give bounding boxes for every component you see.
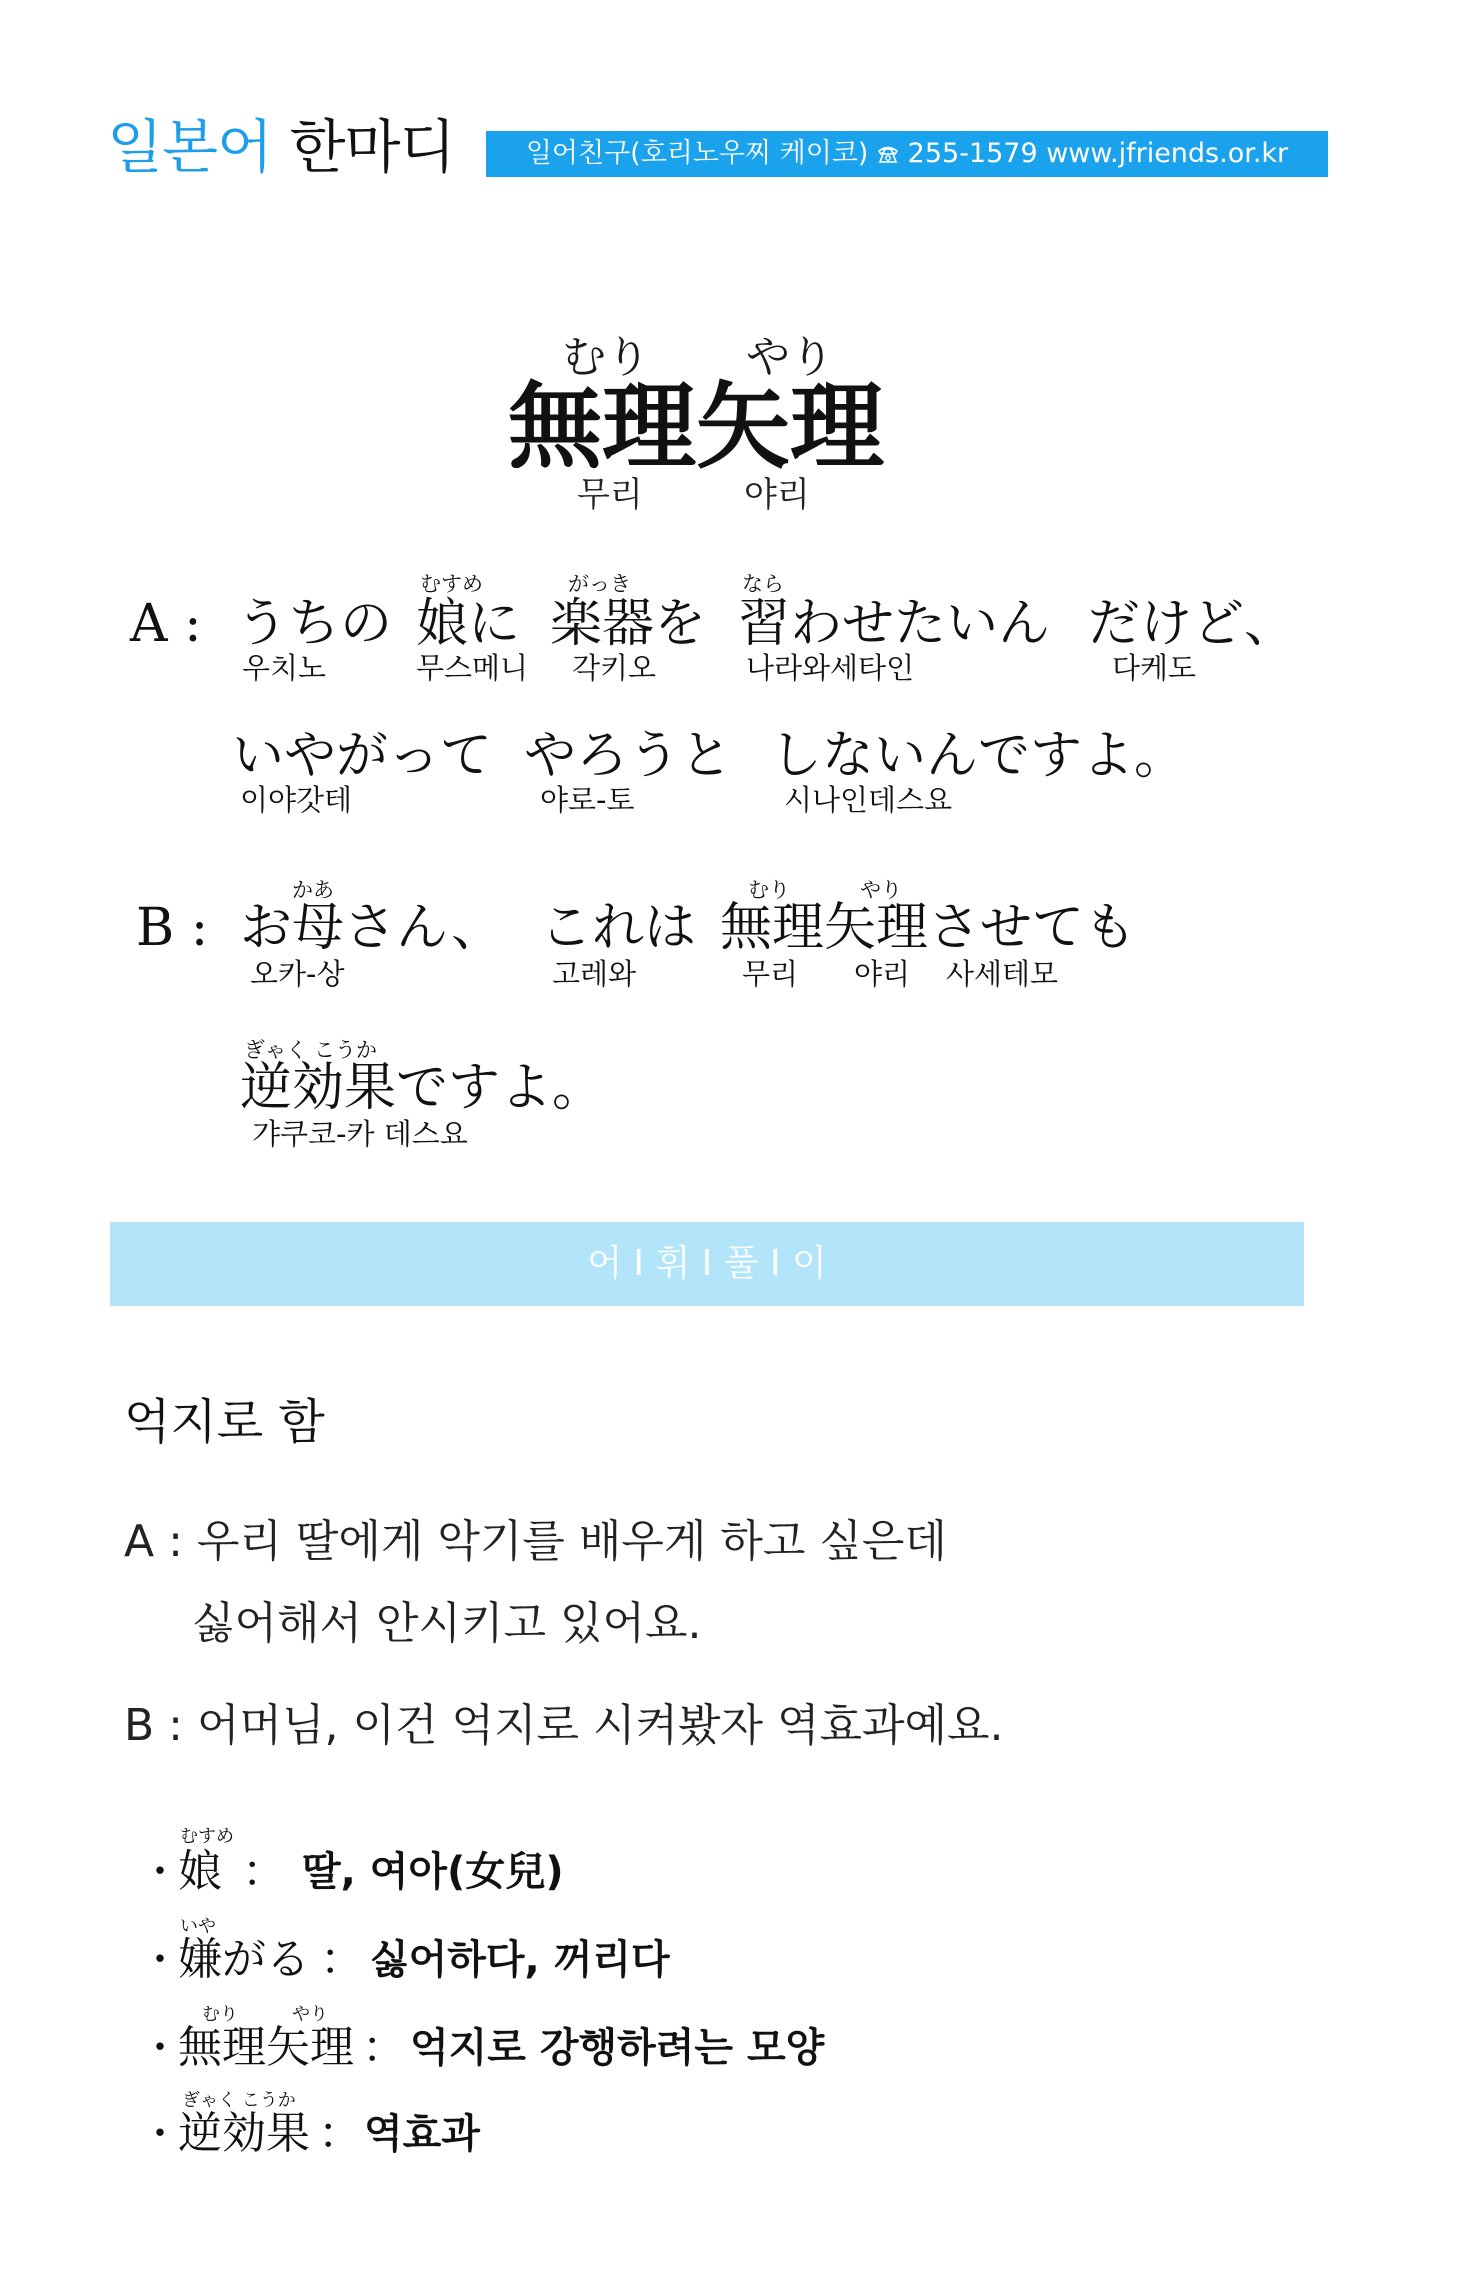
a2-word-iyagatte: いやがって <box>232 726 493 786</box>
b1-ruby-kaa: かあ <box>292 878 334 902</box>
a1-word-musumeni: 娘に <box>416 594 521 654</box>
title-furigana-muri: むり <box>562 332 650 383</box>
brand-title: 한마디 <box>289 113 455 181</box>
b1-korean-korewa: 고레와 <box>552 957 637 991</box>
page-title: 無理矢理 <box>508 372 885 482</box>
vocab-1-separator: ： <box>242 1846 286 1897</box>
translation-heading: 억지로 함 <box>124 1394 325 1450</box>
contact-name: 일어친구(호리노우찌 케이코) <box>525 138 869 169</box>
translation-a-line1: A : 우리 딸에게 악기를 배우게 하고 싶은데 <box>124 1516 947 1567</box>
a1-korean-uchino: 우치노 <box>242 651 327 685</box>
a2-korean-shinaindesuyo: 시나인데스요 <box>784 783 953 817</box>
b1-ruby-yari: やり <box>860 878 902 902</box>
vocab-4-term: 逆効果 <box>178 2108 310 2159</box>
b1-word-korewa: これは <box>540 898 697 958</box>
a2-word-shinaindesuyo: しないんですよ。 <box>770 726 1187 786</box>
vocab-1-reading: むすめ <box>180 1826 234 1847</box>
vocab-1-meaning: 딸, 여아(女兒) <box>302 1849 564 1895</box>
vocab-2-term: 嫌がる <box>178 1934 310 1985</box>
a1-korean-dakedo: 다케도 <box>1112 651 1197 685</box>
speaker-a-label: A : <box>130 594 202 654</box>
vocab-3-bullet: ・ <box>140 2025 180 2071</box>
vocab-2-separator: ： <box>320 1934 364 1985</box>
b1-word-muriyari-sasetemo: 無理矢理させても <box>720 898 1137 958</box>
vocab-4-meaning: 역효과 <box>364 2111 480 2157</box>
b2-ruby-gyaku: ぎゃく <box>244 1038 307 1062</box>
b2-word-gyakukoukadesuyo: 逆効果ですよ。 <box>240 1058 605 1118</box>
title-korean-yari: 야리 <box>744 475 810 515</box>
contact-info-bar <box>486 131 1328 177</box>
vocab-3-meaning: 억지로 강행하려는 모양 <box>410 2025 825 2071</box>
vocab-3-term: 無理矢理 <box>178 2022 354 2073</box>
contact-phone-web: 255-1579 www.jfriends.or.kr <box>907 138 1289 169</box>
a1-korean-gakkio: 각키오 <box>572 651 657 685</box>
b2-korean-gyakukoukadesuyo: 갸쿠코-카 데스요 <box>252 1117 468 1151</box>
a2-korean-iyagatte: 이야갓테 <box>240 783 353 817</box>
a1-ruby-gakki: がっき <box>568 572 631 596</box>
a2-word-yarouto: やろうと <box>524 726 733 786</box>
b1-korean-okaasan: 오카-상 <box>250 957 345 991</box>
b1-korean-yari: 야리 <box>854 957 911 991</box>
vocab-section-banner: 어 I 휘 I 풀 I 이 <box>110 1222 1304 1306</box>
vocab-3-reading: むり やり <box>202 2004 328 2025</box>
a1-ruby-nara: なら <box>742 572 784 596</box>
b1-ruby-muri: むり <box>748 878 790 902</box>
brand-highlight: 일본어 <box>107 113 273 181</box>
vocab-4-reading: ぎゃく こうか <box>182 2090 296 2111</box>
translation-b-line1: B : 어머님, 이건 억지로 시켜봤자 역효과예요. <box>124 1700 1004 1751</box>
vocab-1-bullet: ・ <box>140 1849 180 1895</box>
title-korean-muri: 무리 <box>577 475 643 515</box>
translation-a-line2: 싫어해서 안시키고 있어요. <box>192 1598 702 1649</box>
a1-korean-musumeni: 무스메니 <box>416 651 529 685</box>
phone-icon <box>877 138 899 169</box>
vocab-4-bullet: ・ <box>140 2111 180 2157</box>
b1-korean-muri: 무리 <box>742 957 799 991</box>
vocab-2-bullet: ・ <box>140 1937 180 1983</box>
speaker-b-label: B : <box>136 898 209 958</box>
a1-korean-narawasetain: 나라와세타인 <box>746 651 915 685</box>
vocab-4-separator: ： <box>318 2108 362 2159</box>
vocab-1-term: 娘 <box>178 1846 222 1897</box>
a1-word-narawasetain: 習わせたいん <box>738 594 1051 654</box>
a1-word-uchino: うちの <box>236 594 393 654</box>
title-furigana-yari: やり <box>746 332 834 383</box>
a2-korean-yarouto: 야로-토 <box>540 783 635 817</box>
vocab-3-separator: ： <box>362 2022 406 2073</box>
b1-word-okaasan: お母さん、 <box>240 898 504 958</box>
page-brand <box>107 113 455 181</box>
b2-ruby-kouka: こうか <box>314 1038 377 1062</box>
vocab-2-meaning: 싫어하다, 꺼리다 <box>370 1937 670 1983</box>
a1-ruby-musume: むすめ <box>420 572 483 596</box>
a1-word-dakedo: だけど、 <box>1088 594 1297 654</box>
vocab-2-reading: いや <box>180 1916 216 1937</box>
a1-word-gakkio: 楽器を <box>550 594 707 654</box>
b1-korean-sasetemo: 사세테모 <box>946 957 1059 991</box>
